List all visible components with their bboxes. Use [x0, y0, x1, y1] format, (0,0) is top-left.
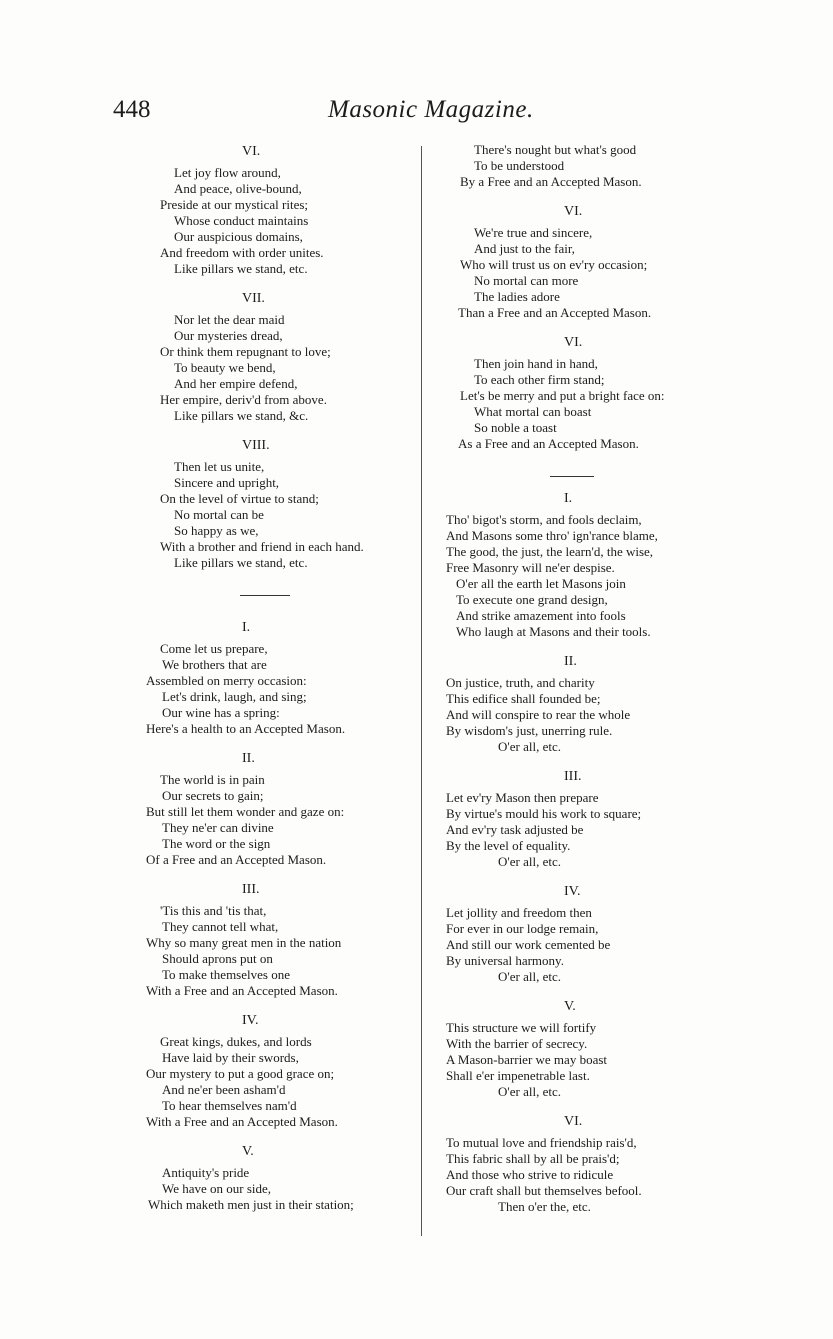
verse-line: Should aprons put on	[162, 951, 273, 966]
verse-line: They cannot tell what,	[162, 919, 279, 934]
verse-line: Like pillars we stand, etc.	[174, 555, 308, 570]
verse-line: Let's be merry and put a bright face on:	[460, 388, 665, 403]
stanza	[438, 202, 738, 321]
stanza-number: I.	[564, 491, 573, 506]
verse-line: So happy as we,	[174, 523, 259, 538]
verse-line: To beauty we bend,	[174, 360, 276, 375]
stanza-number: V.	[564, 999, 576, 1014]
verse-line: We have on our side,	[162, 1181, 272, 1196]
stanza-number: VIII.	[242, 438, 270, 453]
verse-line: O'er all, etc.	[498, 739, 561, 754]
page-number: 448	[113, 96, 151, 123]
stanza	[138, 1142, 413, 1213]
verse-line: To each other firm stand;	[474, 372, 605, 387]
stanza-number: II.	[564, 654, 577, 669]
right-column	[438, 142, 738, 1215]
verse-line: They ne'er can divine	[162, 820, 274, 835]
stanza-number: IV.	[242, 1013, 259, 1028]
continuation-lines	[438, 142, 738, 190]
verse-line: Then join hand in hand,	[474, 356, 598, 371]
verse-line: And still our work cemented be	[446, 937, 611, 952]
stanza	[438, 882, 738, 985]
verse-line: To be understood	[474, 158, 565, 173]
stanza-number: VI.	[564, 335, 583, 350]
verse-line: 'Tis this and 'tis that,	[160, 903, 267, 918]
verse-line: By universal harmony.	[446, 953, 564, 968]
verse-line: Why so many great men in the nation	[146, 935, 342, 950]
left-column	[138, 142, 413, 1213]
verse-line: Here's a health to an Accepted Mason.	[146, 721, 346, 736]
verse-line: Of a Free and an Accepted Mason.	[146, 852, 327, 867]
verse-line: And her empire defend,	[174, 376, 298, 391]
verse-line: A Mason-barrier we may boast	[446, 1052, 608, 1067]
stanza-number: I.	[242, 620, 251, 635]
verse-line: Let joy flow around,	[174, 165, 281, 180]
verse-line: O'er all the earth let Masons join	[456, 576, 626, 591]
verse-line: No mortal can be	[174, 507, 264, 522]
verse-line: With the barrier of secrecy.	[446, 1036, 588, 1051]
verse-line: So noble a toast	[474, 420, 557, 435]
stanza	[438, 997, 738, 1100]
verse-line: And ev'ry task adjusted be	[446, 822, 584, 837]
verse-line: Our mysteries dread,	[174, 328, 283, 343]
stanza	[438, 489, 738, 640]
verse-line: With a Free and an Accepted Mason.	[146, 1114, 338, 1129]
verse-line: Have laid by their swords,	[162, 1050, 299, 1065]
stanza-number: V.	[242, 1144, 254, 1159]
verse-line: Free Masonry will ne'er despise.	[446, 560, 615, 575]
stanza	[438, 1112, 738, 1215]
verse-line: We're true and sincere,	[474, 225, 593, 240]
stanza	[138, 749, 413, 868]
verse-line: And will conspire to rear the whole	[446, 707, 631, 722]
verse-line: Her empire, deriv'd from above.	[160, 392, 327, 407]
verse-line: Like pillars we stand, etc.	[174, 261, 308, 276]
verse-line: With a brother and friend in each hand.	[160, 539, 364, 554]
verse-line: To make themselves one	[162, 967, 290, 982]
song-c	[438, 489, 738, 1215]
verse-line: To execute one grand design,	[456, 592, 608, 607]
verse-line: Let's drink, laugh, and sing;	[162, 689, 307, 704]
verse-line: No mortal can more	[474, 273, 579, 288]
verse-line: Preside at our mystical rites;	[160, 197, 309, 212]
stanza-number: VI.	[564, 204, 583, 219]
section-separator	[240, 595, 290, 596]
verse-line: Or think them repugnant to love;	[160, 344, 331, 359]
stanza-number: VI.	[242, 144, 261, 159]
verse-line: Come let us prepare,	[160, 641, 268, 656]
verse-line: Who laugh at Masons and their tools.	[456, 624, 651, 639]
verse-line: Antiquity's pride	[162, 1165, 250, 1180]
stanza-number: III.	[564, 769, 582, 784]
verse-line: To mutual love and friendship rais'd,	[446, 1135, 637, 1150]
verse-line: We brothers that are	[162, 657, 267, 672]
verse-line: As a Free and an Accepted Mason.	[458, 436, 639, 451]
verse-line: And just to the fair,	[474, 241, 575, 256]
verse-line: By the level of equality.	[446, 838, 571, 853]
stanza	[138, 1011, 413, 1130]
stanza-number: IV.	[564, 884, 581, 899]
verse-line: By wisdom's just, unerring rule.	[446, 723, 613, 738]
stanza	[438, 652, 738, 755]
stanza-number: II.	[242, 751, 255, 766]
stanza-number: VII.	[242, 291, 265, 306]
verse-line: Shall e'er impenetrable last.	[446, 1068, 590, 1083]
verse-line: The ladies adore	[474, 289, 560, 304]
verse-line: And strike amazement into fools	[456, 608, 626, 623]
stanza	[138, 436, 413, 571]
running-title: Masonic Magazine.	[328, 96, 534, 123]
verse-line: Then let us unite,	[174, 459, 265, 474]
stanza	[138, 142, 413, 277]
column-rule	[421, 146, 422, 1236]
verse-line: By a Free and an Accepted Mason.	[460, 174, 642, 189]
verse-line: This fabric shall by all be prais'd;	[446, 1151, 620, 1166]
song-b	[138, 618, 413, 1213]
verse-line: Sincere and upright,	[174, 475, 280, 490]
verse-line: This edifice shall founded be;	[446, 691, 601, 706]
verse-line: Let ev'ry Mason then prepare	[446, 790, 599, 805]
verse-line: Our mystery to put a good grace on;	[146, 1066, 335, 1081]
verse-line: Tho' bigot's storm, and fools declaim,	[446, 512, 642, 527]
verse-line: This structure we will fortify	[446, 1020, 597, 1035]
verse-line: But still let them wonder and gaze on:	[146, 804, 345, 819]
verse-line: What mortal can boast	[474, 404, 592, 419]
verse-line: Than a Free and an Accepted Mason.	[458, 305, 652, 320]
verse-line: Then o'er the, etc.	[498, 1199, 591, 1214]
verse-line: On the level of virtue to stand;	[160, 491, 319, 506]
verse-line: Our secrets to gain;	[162, 788, 264, 803]
verse-line: Great kings, dukes, and lords	[160, 1034, 312, 1049]
continuation-stanzas	[438, 202, 738, 452]
verse-line: Our craft shall but themselves befool.	[446, 1183, 642, 1198]
verse-line: Let jollity and freedom then	[446, 905, 592, 920]
verse-line: Like pillars we stand, &c.	[174, 408, 309, 423]
verse-line: And ne'er been asham'd	[162, 1082, 286, 1097]
verse-line: To hear themselves nam'd	[162, 1098, 297, 1113]
verse-line: Nor let the dear maid	[174, 312, 285, 327]
stanza	[138, 289, 413, 424]
verse-line: Who will trust us on ev'ry occasion;	[460, 257, 648, 272]
verse-line: With a Free and an Accepted Mason.	[146, 983, 338, 998]
stanza	[138, 880, 413, 999]
verse-line: For ever in our lodge remain,	[446, 921, 599, 936]
stanza-number: III.	[242, 882, 260, 897]
verse-line: Our auspicious domains,	[174, 229, 303, 244]
verse-line: And peace, olive-bound,	[174, 181, 302, 196]
stanza	[438, 333, 738, 452]
verse-line: O'er all, etc.	[498, 854, 561, 869]
verse-line: And Masons some thro' ign'rance blame,	[446, 528, 658, 543]
verse-line: Which maketh men just in their station;	[148, 1197, 354, 1212]
verse-line: Whose conduct maintains	[174, 213, 309, 228]
section-separator	[550, 476, 594, 477]
verse-line: And those who strive to ridicule	[446, 1167, 614, 1182]
verse-line: Assembled on merry occasion:	[146, 673, 307, 688]
verse-line: On justice, truth, and charity	[446, 675, 595, 690]
stanza-number: VI.	[564, 1114, 583, 1129]
verse-line: The world is in pain	[160, 772, 265, 787]
verse-line: Our wine has a spring:	[162, 705, 280, 720]
verse-line: The word or the sign	[162, 836, 271, 851]
song-b-continuation	[438, 142, 738, 452]
stanza	[138, 618, 413, 737]
verse-line: O'er all, etc.	[498, 1084, 561, 1099]
song-a	[138, 142, 413, 571]
stanza	[438, 767, 738, 870]
verse-line: There's nought but what's good	[474, 142, 637, 157]
verse-line: And freedom with order unites.	[160, 245, 324, 260]
verse-line: O'er all, etc.	[498, 969, 561, 984]
verse-line: The good, the just, the learn'd, the wise,	[446, 544, 654, 559]
verse-line: By virtue's mould his work to square;	[446, 806, 642, 821]
